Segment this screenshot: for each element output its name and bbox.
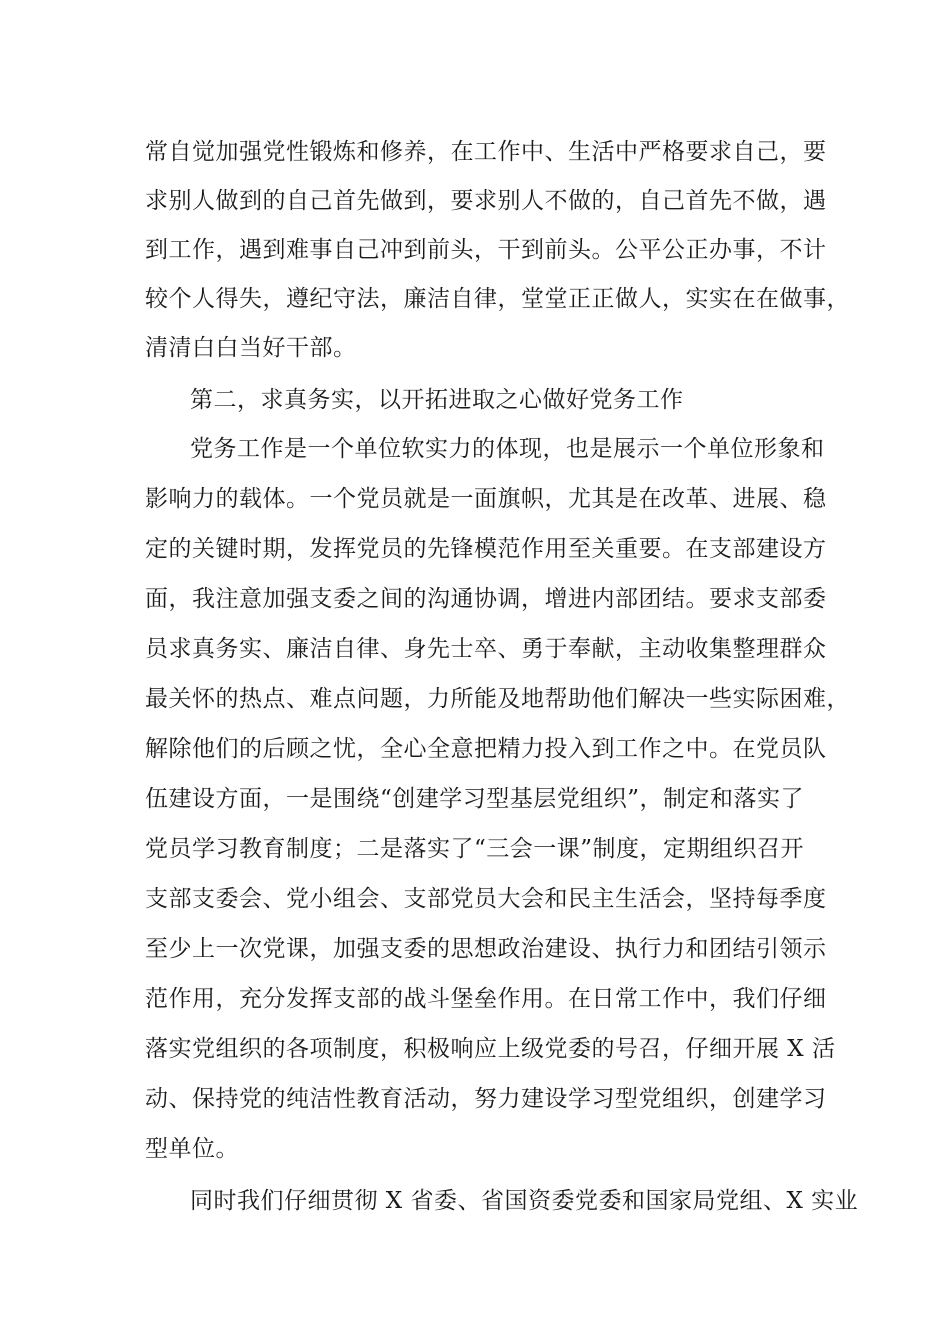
paragraph-line: 伍建设方面，一是围绕“创建学习型基层党组织”，制定和落实了 xyxy=(145,786,805,812)
paragraph-line: 到工作，遇到难事自己冲到前头，干到前头。公平公正办事，不计 xyxy=(145,237,827,263)
paragraph-line: 常自觉加强党性锻炼和修养，在工作中、生活中严格要求自己，要 xyxy=(145,139,827,165)
paragraph-line: 范作用，充分发挥支部的战斗堡垒作用。在日常工作中，我们仔细 xyxy=(145,986,827,1012)
paragraph-line: 支部支委会、党小组会、支部党员大会和民主生活会，坚持每季度 xyxy=(145,886,827,912)
paragraph-line: 较个人得失，遵纪守法，廉洁自律，堂堂正正做人，实实在在做事， xyxy=(145,286,850,312)
paragraph-line: 最关怀的热点、难点问题，力所能及地帮助他们解决一些实际困难， xyxy=(145,686,850,712)
paragraph-line: 党务工作是一个单位软实力的体现，也是展示一个单位形象和 xyxy=(190,436,825,462)
paragraph-line: 同时我们仔细贯彻 X 省委、省国资委党委和国家局党组、X 实业 xyxy=(190,1188,859,1214)
paragraph-line: 影响力的载体。一个党员就是一面旗帜，尤其是在改革、进展、稳 xyxy=(145,486,827,512)
paragraph-line: 至少上一次党课，加强支委的思想政治建设、执行力和团结引领示 xyxy=(145,936,827,962)
paragraph-line: 党员学习教育制度；二是落实了“三会一课”制度，定期组织召开 xyxy=(145,836,805,862)
paragraph-line: 员求真务实、廉洁自律、身先士卒、勇于奉献，主动收集整理群众 xyxy=(145,636,827,662)
paragraph-line: 定的关键时期，发挥党员的先锋模范作用至关重要。在支部建设方 xyxy=(145,536,827,562)
paragraph-line: 解除他们的后顾之忧，全心全意把精力投入到工作之中。在党员队 xyxy=(145,736,827,762)
paragraph-line: 型单位。 xyxy=(145,1136,239,1162)
paragraph-line: 动、保持党的纯洁性教育活动，努力建设学习型党组织，创建学习 xyxy=(145,1086,827,1112)
section-heading: 第二，求真务实，以开拓进取之心做好党务工作 xyxy=(190,387,684,413)
paragraph-line: 求别人做到的自己首先做到，要求别人不做的，自己首先不做，遇 xyxy=(145,188,827,214)
paragraph-line: 清清白白当好干部。 xyxy=(145,335,357,361)
paragraph-line: 面，我注意加强支委之间的沟通协调，增进内部团结。要求支部委 xyxy=(145,586,827,612)
paragraph-line: 落实党组织的各项制度，积极响应上级党委的号召，仔细开展 X 活 xyxy=(145,1036,836,1062)
